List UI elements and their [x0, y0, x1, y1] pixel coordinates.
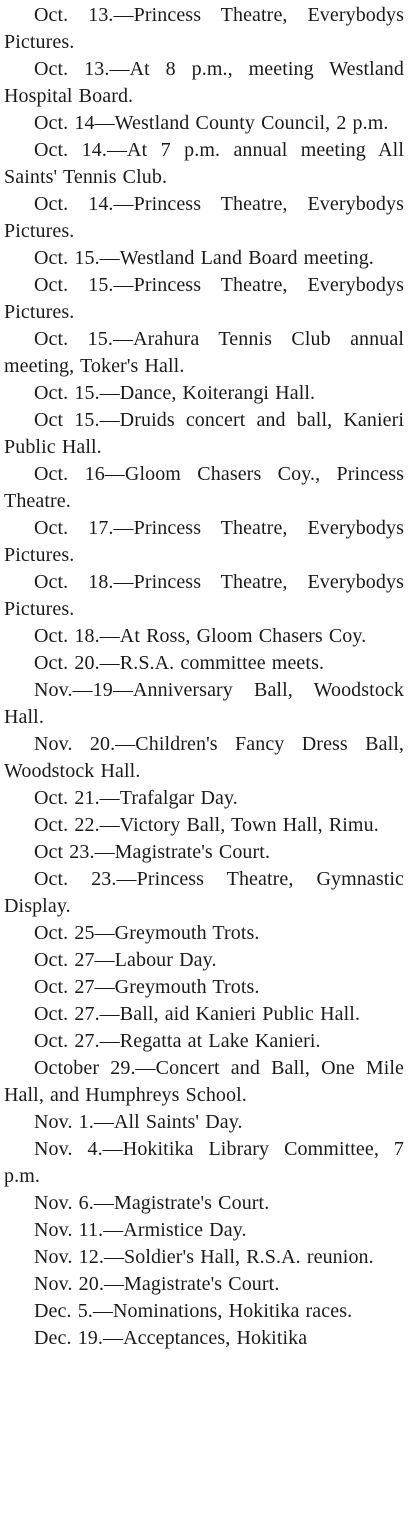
event-entry: Oct. 14—Westland County Council, 2 p.m. [34, 112, 389, 134]
event-entry: Oct. 27.—Ball, aid Kanieri Public Hall. [34, 1003, 361, 1025]
event-entry: Nov. 1.—All Saints' Day. [34, 1111, 243, 1133]
event-entry: Oct. 25—Greymouth Trots. [34, 922, 260, 944]
events-column [4, 2, 404, 1352]
event-entry: Oct. 18.—At Ross, Gloom Chasers Coy. [34, 625, 367, 647]
event-entry: Nov. 6.—Magistrate's Court. [34, 1192, 270, 1214]
event-entry: Nov. 4.—Hokitika Library Committee, 7 p.m. [4, 1138, 404, 1187]
event-entry: Oct. 20.—R.S.A. committee meets. [34, 652, 325, 674]
event-entry: Oct. 15.—Arahura Tennis Club annual meeting, Toker's Hall. [4, 328, 404, 377]
event-entry: Oct. 27—Labour Day. [34, 949, 217, 971]
event-entry: Nov. 20.—Magistrate's Court. [34, 1273, 280, 1295]
event-entry: Nov. 20.—Children's Fancy Dress Ball, Woodstock Hall. [4, 733, 404, 782]
event-entry: Oct. 21.—Trafalgar Day. [34, 787, 238, 809]
event-entry: October 29.—Concert and Ball, One Mile Hall, and Humphreys School. [4, 1057, 404, 1106]
event-entry: Dec. 19.—Acceptances, Hokitika [34, 1327, 308, 1349]
event-entry: Oct 23.—Magistrate's Court. [34, 841, 271, 863]
event-entry: Oct. 17.—Princess Theatre, Everybodys Pictures. [4, 517, 404, 566]
event-entry: Oct 15.—Druids concert and ball, Kanieri Public Hall. [4, 409, 404, 458]
event-entry: Oct. 14.—At 7 p.m. annual meeting All Saints' Tennis Club. [4, 139, 404, 188]
event-entry: Nov. 12.—Soldier's Hall, R.S.A. reunion. [34, 1246, 374, 1268]
event-entry: Oct. 23.—Princess Theatre, Gymnastic Display. [4, 868, 404, 917]
event-entry: Oct. 13.—At 8 p.m., meeting Westland Hospital Board. [4, 58, 404, 107]
event-entry: Oct. 15.—Dance, Koiterangi Hall. [34, 382, 316, 404]
event-entry: Oct. 16—Gloom Chasers Coy., Princess Theatre. [4, 463, 404, 512]
event-entry: Oct. 18.—Princess Theatre, Everybodys Pictures. [4, 571, 404, 620]
event-entry: Oct. 27.—Regatta at Lake Kanieri. [34, 1030, 321, 1052]
event-entry: Oct. 27—Greymouth Trots. [34, 976, 260, 998]
event-entry: Nov.—19—Anniversary Ball, Woodstock Hall. [4, 679, 404, 728]
event-entry: Oct. 15.—Princess Theatre, Everybodys Pictures. [4, 274, 404, 323]
event-entry: Oct. 22.—Victory Ball, Town Hall, Rimu. [34, 814, 379, 836]
event-entry: Oct. 15.—Westland Land Board meeting. [34, 247, 374, 269]
event-entry: Dec. 5.—Nominations, Hokitika races. [34, 1300, 353, 1322]
event-entry: Oct. 14.—Princess Theatre, Everybodys Pictures. [4, 193, 404, 242]
event-entry: Nov. 11.—Armistice Day. [34, 1219, 247, 1241]
event-entry: Oct. 13.—Princess Theatre, Everybodys Pictures. [4, 4, 404, 53]
